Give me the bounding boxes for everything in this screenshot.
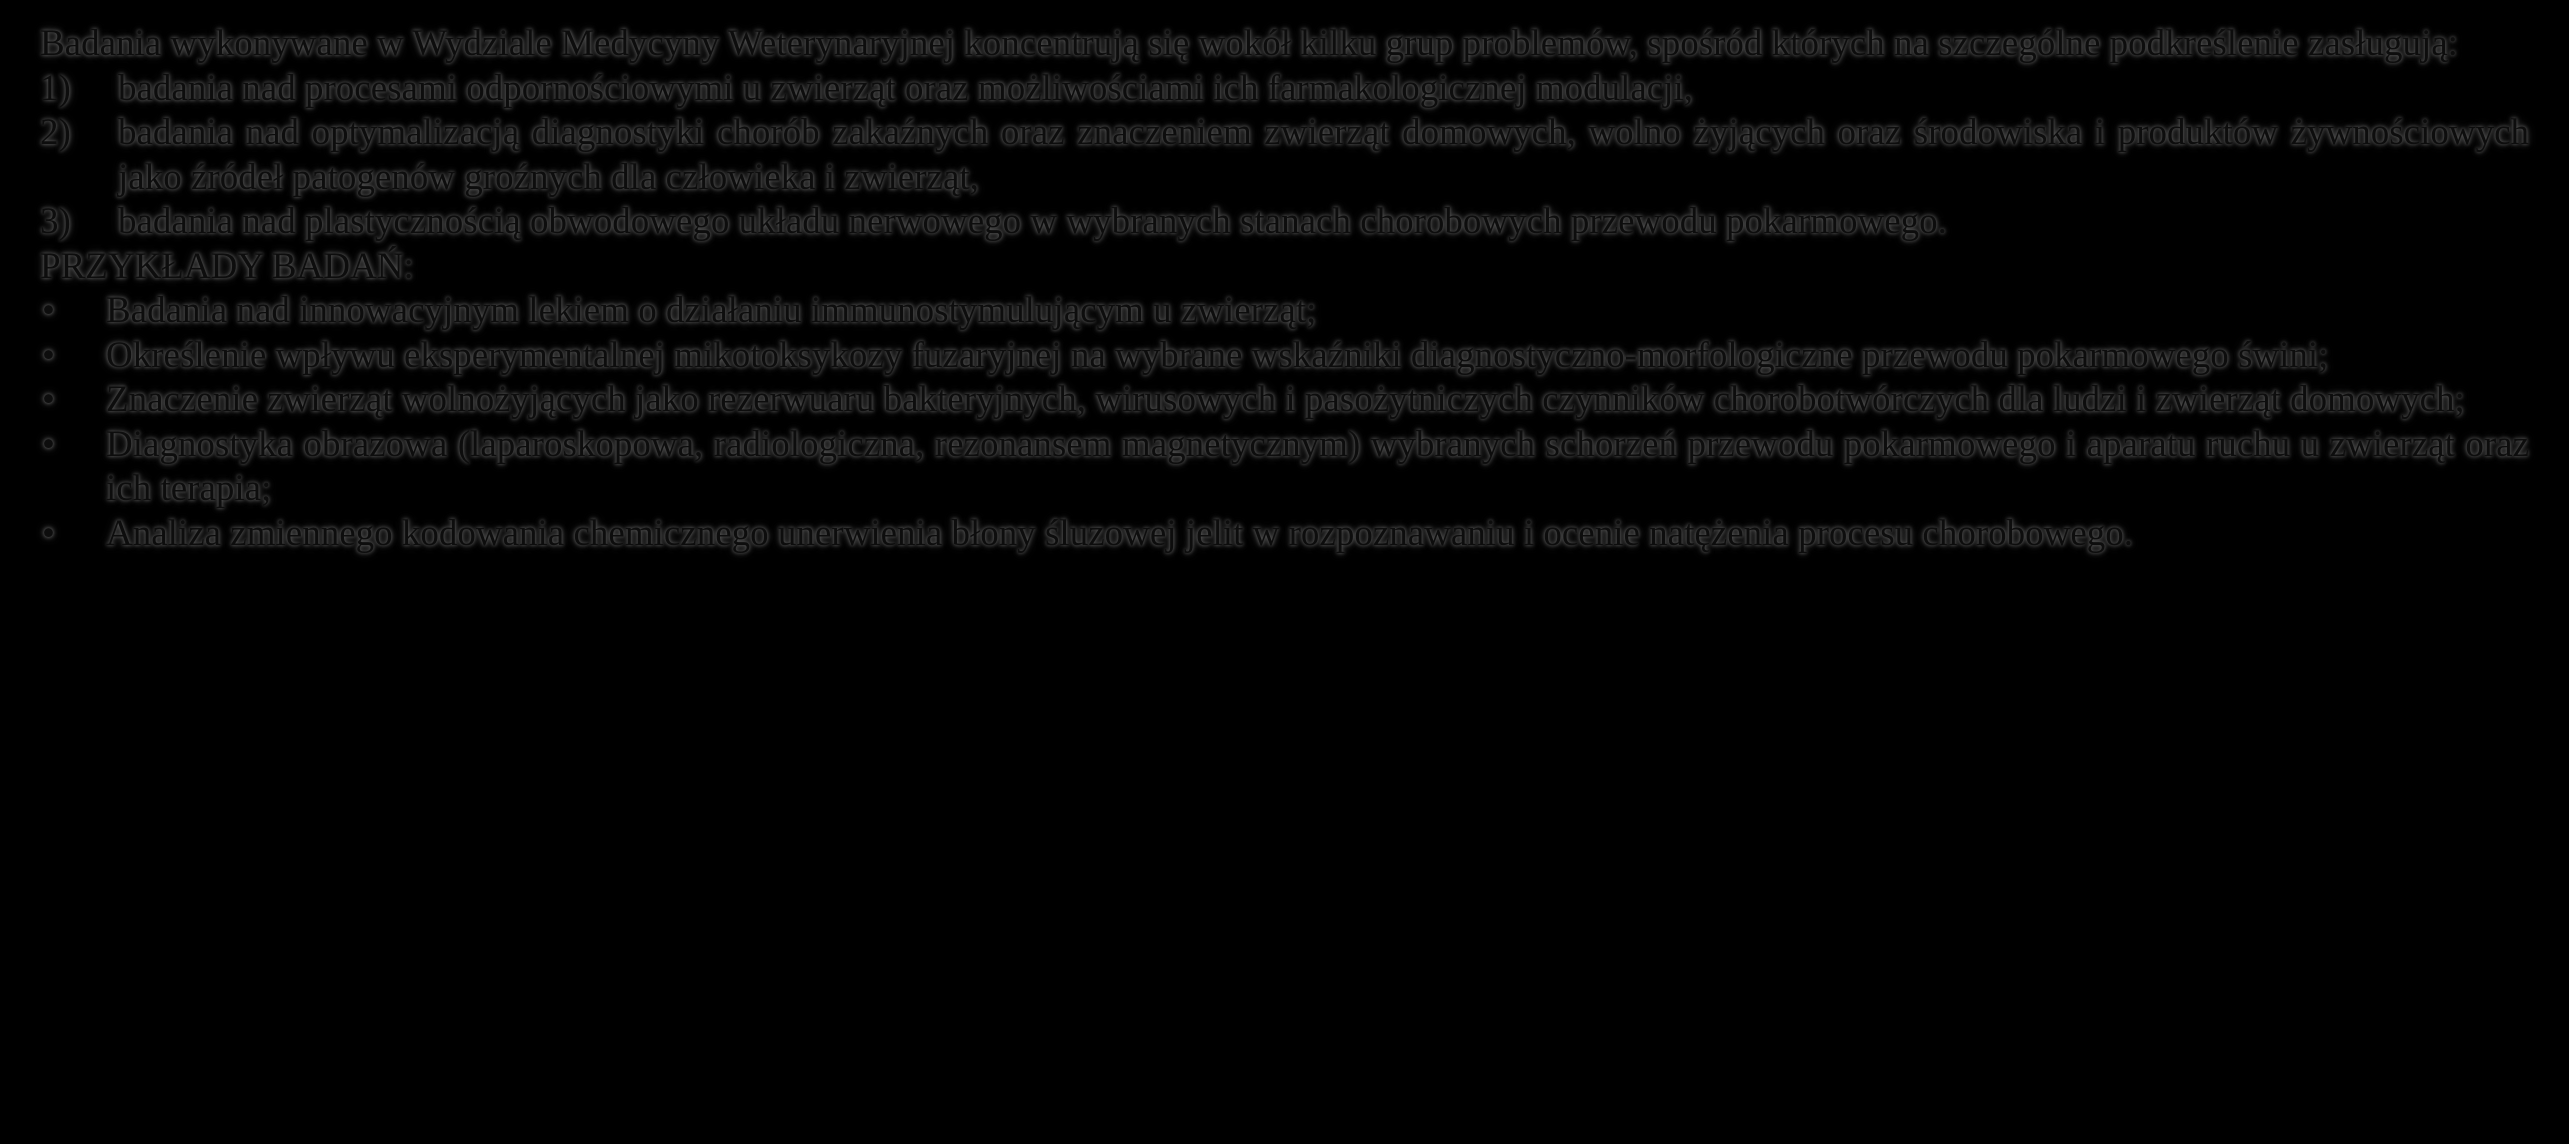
research-area-item: [40, 200, 2529, 245]
item-number: 3): [40, 201, 71, 242]
example-list-item: [40, 334, 2529, 379]
bullet-icon: •: [42, 334, 55, 376]
intro-paragraph: Badania wykonywane w Wydziale Medycyny Weterynaryjnej koncentrują się wokół kilku grup problemów, spośród których na szczególne podkreślenie zasługują:: [40, 23, 2458, 64]
example-list-item: [40, 289, 2529, 334]
item-text: badania nad plastycznością obwodowego układu nerwowego w wybranych stanach chorobowych przewodu pokarmowego.: [118, 201, 1947, 242]
example-list-item: [40, 423, 2529, 512]
example-list-item: [40, 512, 2529, 557]
examples-heading: PRZYKŁADY BADAŃ:: [40, 245, 414, 287]
item-text: badania nad optymalizacją diagnostyki chorób zakaźnych oraz znaczeniem zwierząt domowych, wolno żyjących oraz środowiska i produktów żywnościowych jako źródeł patogenów groźnych dla człowieka i zwierząt,: [118, 112, 2529, 198]
bullet-icon: •: [42, 512, 55, 554]
item-number: 1): [40, 67, 71, 109]
slide-text-body: [40, 22, 2529, 556]
research-area-item: [40, 111, 2529, 200]
bullet-icon: •: [42, 290, 55, 331]
item-text: badania nad procesami odpornościowymi u zwierząt oraz możliwościami ich farmakologicznej modulacji,: [118, 67, 1694, 109]
item-number: 2): [40, 112, 71, 153]
example-text: Diagnostyka obrazowa (laparoskopowa, radiologiczna, rezonansem magnetycznym) wybranych schorzeń przewodu pokarmowego i aparatu ruchu u zwierząt oraz ich terapia;: [106, 423, 2529, 509]
example-list-item: [40, 378, 2529, 423]
example-text: Określenie wpływu eksperymentalnej mikotoksykozy fuzaryjnej na wybrane wskaźniki diagnostyczno-morfologiczne przewodu pokarmowego świni;: [106, 334, 2329, 376]
research-area-item: [40, 67, 2529, 112]
example-text: Badania nad innowacyjnym lekiem o działaniu immunostymulującym u zwierząt;: [106, 290, 1317, 331]
example-text: Analiza zmiennego kodowania chemicznego unerwienia błony śluzowej jelit w rozpoznawaniu i ocenie natężenia procesu chorobowego.: [106, 512, 2134, 554]
example-text: Znaczenie zwierząt wolnożyjących jako rezerwuaru bakteryjnych, wirusowych i pasożytniczych czynników chorobotwórczych dla ludzi i zwierząt domowych;: [106, 379, 2465, 420]
bullet-icon: •: [42, 379, 55, 420]
bullet-icon: •: [42, 423, 55, 465]
